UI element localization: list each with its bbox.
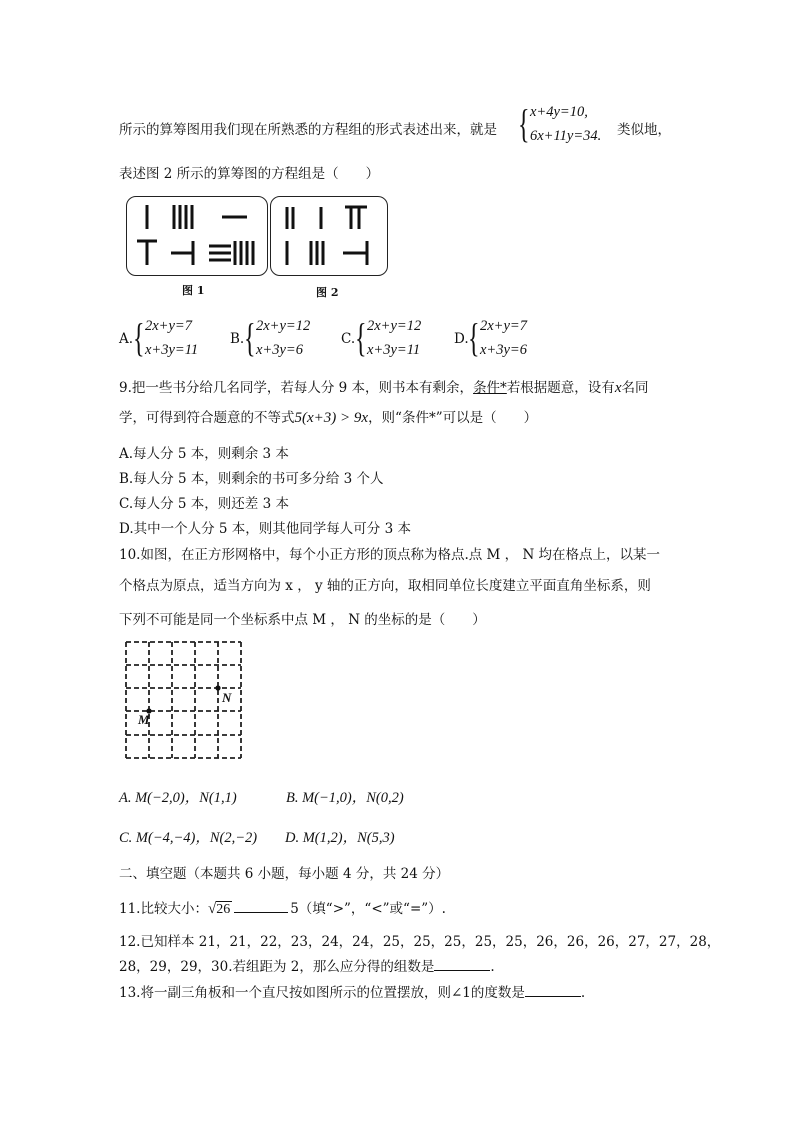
intro-text: 所示的算筹图用我们现在所熟悉的方程组的形式表述出来，就是 bbox=[119, 122, 497, 138]
option-b-label: B. bbox=[230, 331, 245, 347]
option-d-eq1: 2x+y=7 bbox=[480, 318, 527, 334]
option-d-label: D. bbox=[454, 331, 469, 347]
q9-line-1 bbox=[119, 376, 648, 397]
intro-tail: 类似地， bbox=[617, 122, 671, 138]
q9-option-d: D.其中一个人分 5 本，则其他同学每人可分 3 本 bbox=[119, 521, 411, 537]
option-a-eq1: 2x+y=7 bbox=[145, 318, 192, 334]
option-c-eq1: 2x+y=12 bbox=[367, 318, 422, 334]
option-b-eq1: 2x+y=12 bbox=[256, 318, 311, 334]
sqrt-radicand: 26 bbox=[216, 902, 231, 917]
sqrt-sign: √ bbox=[207, 901, 217, 917]
point-n-dot bbox=[215, 685, 220, 690]
q10-line-2: 个格点为原点，适当方向为 x ， y 轴的正方向，取相同单位长度建立平面直角坐标系，则 bbox=[119, 578, 651, 594]
q11-answer-blank[interactable] bbox=[234, 898, 288, 913]
q12-answer-blank[interactable] bbox=[434, 956, 490, 971]
option-a-label: A. bbox=[119, 331, 134, 347]
q11-suffix: 5（填“>”，“<”或“=”）. bbox=[290, 901, 446, 917]
option-c-system: { 2x+y=12 x+3y=11 bbox=[355, 315, 422, 360]
q9-condition: 条件* bbox=[473, 380, 507, 396]
counting-rods-figure-2 bbox=[271, 197, 387, 275]
q9-inequality: 5(x+3) > 9x bbox=[294, 410, 369, 426]
q9-text-c: 若根据题意，设有 bbox=[506, 380, 615, 396]
section-2-title: 二、填空题（本题共 6 小题，每小题 4 分，共 24 分） bbox=[119, 866, 450, 882]
q13-period: . bbox=[580, 985, 586, 1001]
q12-period: . bbox=[490, 959, 495, 975]
q9-text-2c: ，则“条件*”可以是（ ） bbox=[368, 410, 538, 426]
q9-text-a: 9.把一些书分给几名同学，若每人分 9 本，则书本有剩余， bbox=[119, 380, 474, 396]
q9-text-e: 名同 bbox=[621, 380, 649, 396]
point-n-label: N bbox=[222, 690, 232, 705]
q11-line bbox=[119, 897, 446, 918]
grid-figure bbox=[120, 638, 246, 762]
counting-rods-figure-1 bbox=[127, 197, 267, 275]
option-d-system: { 2x+y=7 x+3y=6 bbox=[468, 315, 527, 360]
intro-line-2: 表述图 2 所示的算筹图的方程组是（ ） bbox=[119, 166, 380, 182]
option-c-eq2: x+3y=11 bbox=[367, 342, 421, 358]
intro-line-1 bbox=[119, 118, 497, 138]
q9-option-b: B.每人分 5 本，则剩余的书可多分给 3 个人 bbox=[119, 471, 384, 487]
equation-2: 6x+11y=34. bbox=[530, 128, 602, 144]
equation-system-example: { x+4y=10, 6x+11y=34. bbox=[518, 101, 602, 146]
point-m-label: M bbox=[138, 712, 150, 727]
q10-option-a: A. M(−2,0)，N(1,1) bbox=[119, 790, 237, 806]
figure-1-box bbox=[126, 196, 268, 276]
q10-line-3: 下列不可能是同一个坐标系中点 M ， N 的坐标的是（ ） bbox=[119, 612, 486, 628]
q9-option-a: A.每人分 5 本，则剩余 3 本 bbox=[119, 446, 289, 462]
q12-line-2 bbox=[119, 955, 495, 975]
option-d-eq2: x+3y=6 bbox=[480, 342, 527, 358]
q13-line bbox=[119, 981, 585, 1001]
figure-2-box bbox=[270, 196, 388, 276]
q13-answer-blank[interactable] bbox=[525, 982, 581, 997]
figure-1-caption: 图 1 bbox=[182, 284, 205, 297]
option-c-label: C. bbox=[341, 331, 356, 347]
q12-line-1: 12.已知样本 21，21，22，23，24，24，25，25，25，25，25，26，26，26，27，27，28， bbox=[119, 934, 721, 950]
q12-text: 28，29，29，30.若组距为 2，那么应分得的组数是 bbox=[119, 959, 435, 975]
q10-line-1: 10.如图，在正方形网格中，每个小正方形的顶点称为格点.点 M ， N 均在格点上，以某一 bbox=[119, 547, 661, 563]
q9-option-c: C.每人分 5 本，则还差 3 本 bbox=[119, 496, 289, 512]
option-a-system: { 2x+y=7 x+3y=11 bbox=[133, 315, 199, 360]
q10-option-c: C. M(−4,−4)，N(2,−2) bbox=[119, 830, 258, 846]
q11-prefix: 11.比较大小： bbox=[119, 901, 208, 917]
option-b-system: { 2x+y=12 x+3y=6 bbox=[244, 315, 311, 360]
q13-text: 13.将一副三角板和一个直尺按如图所示的位置摆放，则∠1的度数是 bbox=[119, 985, 525, 1001]
option-a-eq2: x+3y=11 bbox=[145, 342, 199, 358]
figure-2-caption: 图 2 bbox=[316, 286, 339, 299]
option-b-eq2: x+3y=6 bbox=[256, 342, 303, 358]
q9-text-2a: 学，可得到符合题意的不等式 bbox=[119, 410, 295, 426]
q9-line-2 bbox=[119, 406, 537, 427]
q10-option-b: B. M(−1,0)，N(0,2) bbox=[286, 790, 404, 806]
equation-1: x+4y=10, bbox=[530, 104, 588, 120]
q10-option-d: D. M(1,2)，N(5,3) bbox=[285, 830, 395, 846]
q9-variable-x: x bbox=[614, 380, 622, 396]
